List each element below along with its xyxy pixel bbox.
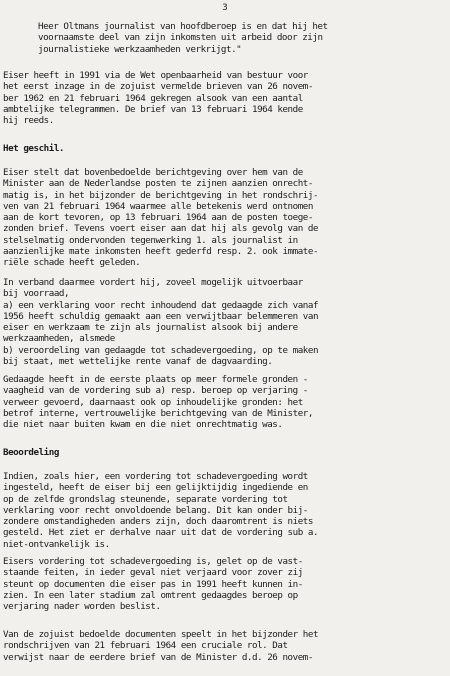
text-line: ingesteld, heeft de eiser bij een gelijktijdig ingediende en bbox=[3, 482, 308, 494]
text-line: riële schade heeft geleden. bbox=[3, 257, 141, 269]
text-line: stelselmatig ondervonden tegenwerking 1. als journalist in bbox=[3, 234, 298, 246]
section-heading-beoordeling: Beoordeling bbox=[3, 447, 59, 458]
paragraph-4 bbox=[3, 374, 449, 430]
page-number: 3 bbox=[222, 3, 228, 13]
text-line: hij reeds. bbox=[3, 115, 54, 127]
text-line: Minister aan de Nederlandse posten te zijnen aanzien onrecht- bbox=[3, 178, 313, 190]
text-line: Gedaagde heeft in de eerste plaats op meer formele gronden - bbox=[3, 374, 308, 385]
section-heading-geschil: Het geschil. bbox=[3, 143, 64, 154]
text-line: zien. In een later stadium zal omtrent gedaagdes beroep op bbox=[3, 589, 298, 601]
text-line: Heer Oltmans journalist van hoofdberoep is en dat hij het bbox=[38, 21, 328, 32]
text-line: aanzienlijke mate inkomsten heeft gederfd resp. 2. ook immate- bbox=[3, 246, 319, 258]
text-line: b) veroordeling van gedaagde tot schadevergoeding, op te maken bbox=[3, 344, 319, 356]
text-line: op de zelfde grondslag steunende, separate vordering tot bbox=[3, 493, 288, 505]
paragraph-3 bbox=[3, 277, 449, 367]
paragraph-5 bbox=[3, 471, 449, 550]
quote-paragraph bbox=[38, 21, 448, 55]
text-line: Van de zojuist bedoelde documenten speelt in het bijzonder het bbox=[3, 629, 319, 640]
text-line: steunt op documenten die eiser pas in 1991 heeft kunnen in- bbox=[3, 578, 303, 590]
text-line: bij voorraad, bbox=[3, 288, 70, 300]
text-line: bij staat, met wettelijke rente vanaf de dagvaarding. bbox=[3, 356, 273, 368]
text-line: voornaamste deel van zijn inkomsten uit arbeid door zijn bbox=[38, 32, 323, 44]
text-line: verjaring nader worden beslist. bbox=[3, 601, 161, 613]
text-line: eiser en werkzaam te zijn als journalist alsook bij andere bbox=[3, 322, 298, 334]
text-line: journalistieke werkzaamheden verkrijgt." bbox=[38, 43, 242, 55]
text-line: In verband daarmee vordert hij, zoveel mogelijk uitvoerbaar bbox=[3, 277, 303, 288]
text-line: Eiser heeft in 1991 via de Wet openbaarheid van bestuur voor bbox=[3, 70, 308, 81]
text-line: verweer gevoerd, daarnaast ook op inhoudelijke gronden: het bbox=[3, 396, 303, 408]
text-line: werkzaamheden, alsmede bbox=[3, 333, 115, 345]
text-line: vaagheid van de vordering sub a) resp. beroep op verjaring - bbox=[3, 385, 308, 397]
text-line: Indien, zoals hier, een vordering tot schadevergoeding wordt bbox=[3, 471, 308, 482]
text-line: 1956 heeft schuldig gemaakt aan een verwijtbaar belemmeren van bbox=[3, 310, 319, 322]
text-line: staande feiten, in ieder geval niet verjaard voor zover zij bbox=[3, 567, 303, 579]
text-line: gesteld. Het ziet er derhalve naar uit dat de vordering sub a. bbox=[3, 527, 319, 539]
text-line: het eerst inzage in de zojuist vermelde brieven van 26 novem- bbox=[3, 81, 313, 93]
paragraph-7 bbox=[3, 629, 449, 663]
text-line: die niet naar buiten kwam en die niet onrechtmatig was. bbox=[3, 419, 283, 431]
text-line: a) een verklaring voor recht inhoudend dat gedaagde zich vanaf bbox=[3, 299, 319, 311]
text-line: niet-ontvankelijk is. bbox=[3, 538, 110, 550]
text-line: Eiser stelt dat bovenbedoelde berichtgeving over hem van de bbox=[3, 167, 303, 178]
paragraph-2 bbox=[3, 167, 449, 269]
text-line: Eisers vordering tot schadevergoeding is, gelet op de vast- bbox=[3, 556, 303, 567]
text-line: rondschrijven van 21 februari 1964 een cruciale rol. Dat bbox=[3, 640, 288, 652]
text-line: ber 1962 en 21 februari 1964 gekregen alsook van een aantal bbox=[3, 92, 303, 104]
text-line: ambtelijke telegrammen. De brief van 13 februari 1964 kende bbox=[3, 103, 303, 115]
text-line: matig is, in het bijzonder de berichtgeving in het rondschrij- bbox=[3, 189, 319, 201]
text-line: zondere omstandigheden anders zijn, doch daaromtrent is niets bbox=[3, 516, 313, 528]
text-line: verwijst naar de eerdere brief van de Minister d.d. 26 novem- bbox=[3, 651, 313, 663]
text-line: betrof interne, vertrouwelijke berichtgeving van de Minister, bbox=[3, 407, 313, 419]
text-line: aan de kort tevoren, op 13 februari 1964 aan de posten toege- bbox=[3, 212, 313, 224]
text-line: zonden brief. Tevens voert eiser aan dat hij als gevolg van de bbox=[3, 223, 319, 235]
paragraph-1 bbox=[3, 70, 449, 126]
text-line: verklaring voor recht onvoldoende belang. Dit kan onder bij- bbox=[3, 504, 308, 516]
text-line: ven van 21 februari 1964 waarmee alle betekenis werd ontnomen bbox=[3, 200, 313, 212]
paragraph-6 bbox=[3, 556, 449, 612]
